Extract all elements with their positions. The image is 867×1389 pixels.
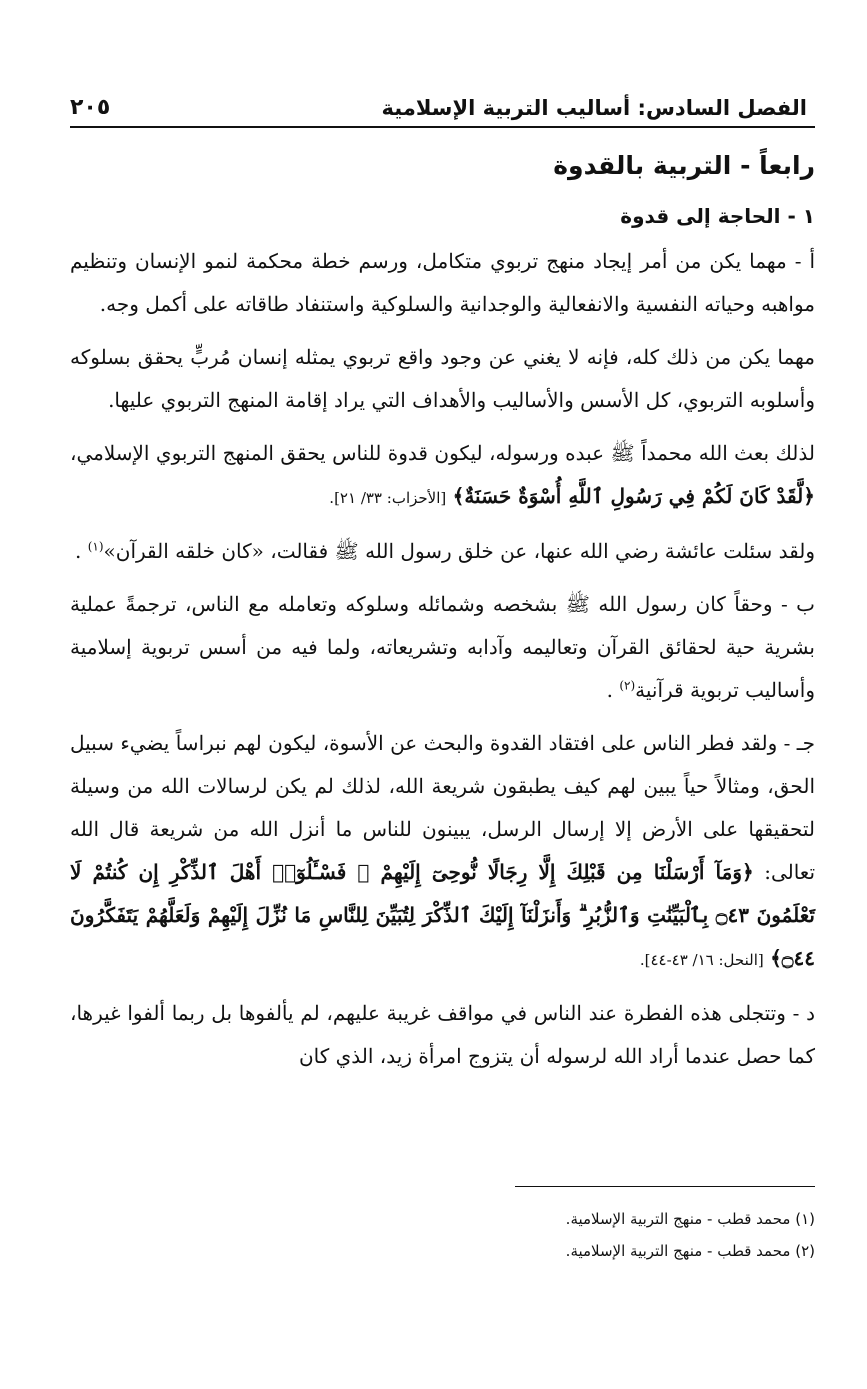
paragraph-b — [70, 583, 815, 712]
verse-reference: [النحل: ١٦/ ٤٣-٤٤]. — [639, 951, 764, 969]
quran-verse: ﴿لَّقَدْ كَانَ لَكُمْ فِي رَسُولِ ٱللَّهِ أُسْوَةٌ حَسَنَةٌ﴾ — [452, 484, 815, 508]
section-heading: رابعاً - التربية بالقدوة — [553, 151, 815, 180]
paragraph-text: جـ - ولقد فطر الناس على افتقاد القدوة والبحث عن الأسوة، ليكون لهم نبراساً يضيء سبيل الحق، ومثالاً حياً يبين لهم كيف يطبقون شريعة الله، لذلك لم يكن لرسالات الله من وسيلة لتحقيقها على الأرض إلا إرسال الرسل، يبينون للناس ما أنزل الله من شريعة قال الله تعالى: — [70, 731, 816, 884]
quran-verse: ﴿وَمَآ أَرْسَلْنَا مِن قَبْلِكَ إِلَّا رِجَالًا نُّوحِىٓ إِلَيْهِمْ ۚ فَسْـَٔلُوٓا۟ أَهْلَ ٱلذِّكْرِ إِن كُنتُمْ لَا تَعْلَمُونَ ۝٤٣ بِٱلْبَيِّنَٰتِ وَٱلزُّبُرِ ۗ وَأَنزَلْنَآ إِلَيْكَ ٱلذِّكْرَ لِتُبَيِّنَ لِلنَّاسِ مَا نُزِّلَ إِلَيْهِمْ وَلَعَلَّهُمْ يَتَفَكَّرُونَ ۝٤٤﴾ — [70, 860, 815, 970]
page-number: ٢٠٥ — [70, 95, 111, 120]
footnotes — [70, 1203, 815, 1267]
running-header — [70, 80, 807, 120]
footnote-1: (١) محمد قطب - منهج التربية الإسلامية. — [565, 1210, 815, 1228]
paragraph-a-continued: مهما يكن من ذلك كله، فإنه لا يغني عن وجود واقع تربوي يمثله إنسان مُربٍّ يحقق بسلوكه وأسلوبه التربوي، كل الأسس والأساليب والأهداف التي يراد إقامة المنهج التربوي عليها. — [70, 345, 815, 412]
footnote-marker: (١) — [87, 539, 104, 554]
paragraph-end: . — [606, 678, 620, 702]
paragraph-d: د - وتتجلى هذه الفطرة عند الناس في مواقف غريبة عليهم، لم يألفوها بل ربما ألفوا غيرها، كما حصل عندما أراد الله لرسوله أن يتزوج امرأة زيد، الذي كان — [70, 1001, 815, 1068]
paragraph-text: ب - وحقاً كان رسول الله ﷺ بشخصه وشمائله وسلوكه وتعامله مع الناس، ترجمةً عملية بشرية حية لحقائق القرآن وتعاليمه وآدابه وتشريعاته، ولما فيه من أسس تربوية إسلامية وأساليب تربوية قرآنية — [70, 592, 815, 702]
subsection-heading: ١ - الحاجة إلى قدوة — [620, 204, 815, 228]
verse-reference: [الأحزاب: ٣٣/ ٢١]. — [329, 489, 447, 507]
paragraph-a: أ - مهما يكن من أمر إيجاد منهج تربوي متكامل، ورسم خطة محكمة لنمو الإنسان وتنظيم مواهبه وحياته النفسية والانفعالية والوجدانية والسلوكية واستنفاد طاقاته على أكمل وجه. — [70, 249, 815, 316]
paragraph-text: لذلك بعث الله محمداً ﷺ عبده ورسوله، ليكون قدوة للناس يحقق المنهج التربوي الإسلامي، — [70, 441, 815, 465]
chapter-title: الفصل السادس: أساليب التربية الإسلامية — [381, 96, 807, 120]
footnote-marker: (٢) — [619, 678, 636, 693]
paragraph-text: ولقد سئلت عائشة رضي الله عنها، عن خلق رسول الله ﷺ فقالت، «كان خلقه القرآن» — [103, 539, 815, 563]
paragraph-c — [70, 722, 815, 982]
paragraph-aisha — [70, 530, 815, 573]
footnote-2: (٢) محمد قطب - منهج التربية الإسلامية. — [565, 1242, 815, 1260]
footnote-divider — [515, 1186, 815, 1187]
header-divider — [70, 126, 815, 128]
paragraph-end: . — [74, 539, 88, 563]
main-text — [70, 144, 815, 1088]
paragraph-prophet-role — [70, 432, 815, 520]
